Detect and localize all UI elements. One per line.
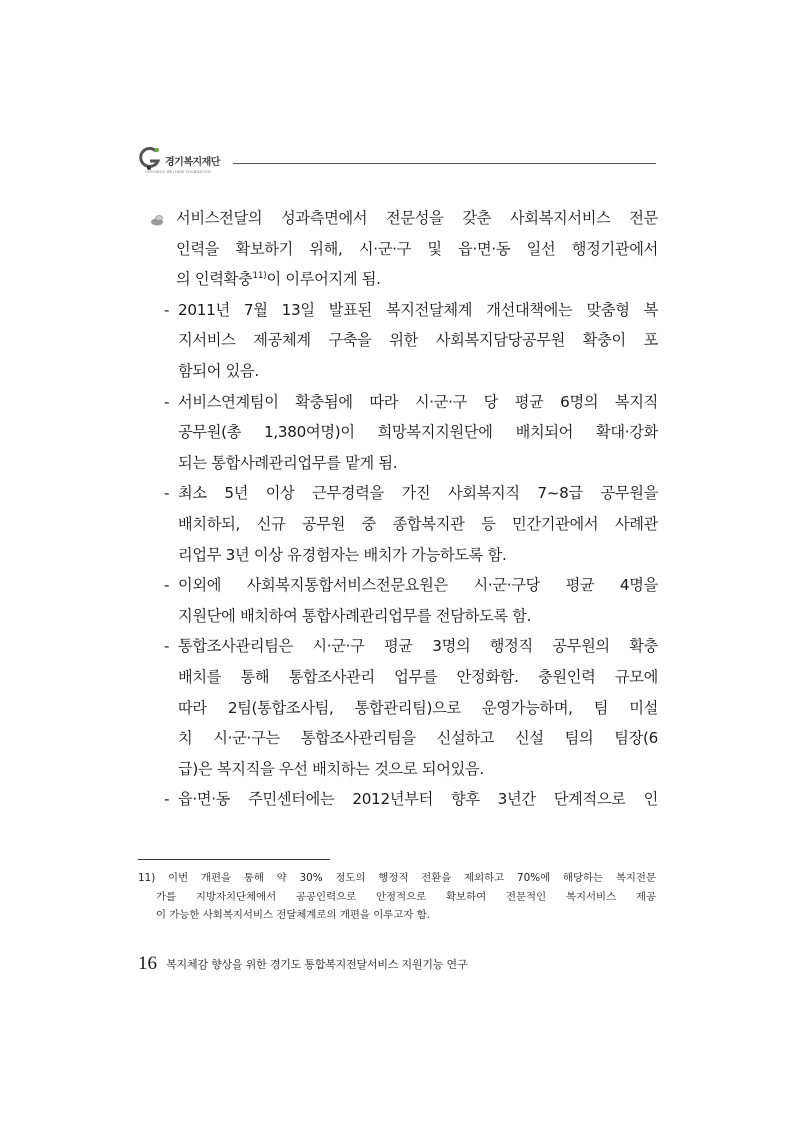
item-line: 되는 통합사례관리업무를 맡게 됨.	[178, 453, 398, 472]
intro-text: 이 이루어지게 됨.	[266, 270, 381, 289]
item-line: 지원단에 배치하여 통합사례관리업무를 전담하도록 함.	[178, 606, 532, 625]
foundation-logo-icon	[138, 146, 162, 172]
list-item	[150, 784, 658, 815]
header-rule	[233, 163, 656, 164]
leaf-bullet-icon	[150, 213, 165, 227]
dash-marker: -	[164, 392, 170, 411]
dash-marker: -	[164, 790, 170, 809]
list-item	[150, 478, 658, 570]
footnote	[138, 869, 656, 925]
list-item	[150, 570, 658, 631]
intro-paragraph	[150, 203, 658, 295]
dash-marker: -	[164, 576, 170, 595]
item-line: 따라 2팀(통합조사팀, 통합관리팀)으로 운영가능하며, 팀 미설	[178, 698, 658, 717]
item-line: 지서비스 제공체계 구축을 위한 사회복지담당공무원 확충이 포	[178, 331, 658, 350]
footnote-line: 이 가능한 사회복지서비스 전달체계로의 개편을 이루고자 함.	[156, 909, 431, 921]
item-line: 공무원(총 1,380여명)이 희망복지지원단에 배치되어 확대·강화	[178, 423, 658, 442]
list-item	[150, 295, 658, 387]
running-title: 복지체감 향상을 위한 경기도 통합복지전달서비스 지원기능 연구	[166, 958, 468, 971]
item-line: 치 시·군·구는 통합조사관리팀을 신설하고 신설 팀의 팀장(6	[178, 729, 658, 748]
item-line: 급)은 복지직을 우선 배치하는 것으로 되어있음.	[178, 759, 484, 778]
dash-marker: -	[164, 637, 170, 656]
item-line: 함되어 있음.	[178, 361, 259, 380]
dash-marker: -	[164, 484, 170, 503]
intro-text: 의 인력확충	[176, 270, 253, 289]
dash-marker: -	[164, 300, 170, 319]
page-header	[138, 146, 656, 176]
item-line: 이외에 사회복지통합서비스전문요원은 시·군·구당 평균 4명을	[178, 576, 658, 595]
footnote-rule	[138, 859, 330, 860]
item-line: 읍·면·동 주민센터에는 2012년부터 향후 3년간 단계적으로 인	[178, 790, 658, 809]
item-line: 배치를 통해 통합조사관리 업무를 안정화함. 충원인력 규모에	[178, 667, 658, 686]
item-line: 2011년 7월 13일 발표된 복지전달체계 개선대책에는 맞춤형 복	[178, 300, 658, 319]
item-line: 최소 5년 이상 근무경력을 가진 사회복지직 7~8급 공무원을	[178, 484, 658, 503]
item-line: 서비스연계팀이 확충됨에 따라 시·군·구 당 평균 6명의 복지직	[178, 392, 658, 411]
intro-line	[176, 264, 658, 295]
page-number: 16	[138, 953, 157, 974]
footnote-line: 가를 지방자치단체에서 공공인력으로 안정적으로 확보하여 전문적인 복지서비스 제공	[156, 890, 656, 903]
page-footer	[138, 953, 467, 975]
org-subtitle: GYEONGGI WELFARE FOUNDATION	[145, 170, 211, 174]
org-name: 경기복지재단	[165, 157, 220, 168]
intro-line: 서비스전달의 성과측면에서 전문성을 갖춘 사회복지서비스 전문	[176, 209, 658, 227]
intro-line: 인력을 확보하기 위해, 시·군·구 및 읍·면·동 일선 행정기관에서	[176, 239, 658, 258]
list-item	[150, 387, 658, 479]
footnote-line: 11) 이번 개편을 통해 약 30% 정도의 행정직 전환을 제외하고 70%에 해당하는 복지전문	[138, 872, 656, 884]
list-item	[150, 631, 658, 784]
body-text	[150, 203, 658, 815]
item-line: 배치하되, 신규 공무원 중 종합복지관 등 민간기관에서 사례관	[178, 514, 658, 533]
item-line: 통합조사관리팀은 시·군·구 평균 3명의 행정직 공무원의 확충	[178, 637, 658, 656]
item-line: 리업무 3년 이상 유경험자는 배치가 가능하도록 함.	[178, 545, 507, 564]
footnote-ref: 11)	[252, 271, 267, 282]
